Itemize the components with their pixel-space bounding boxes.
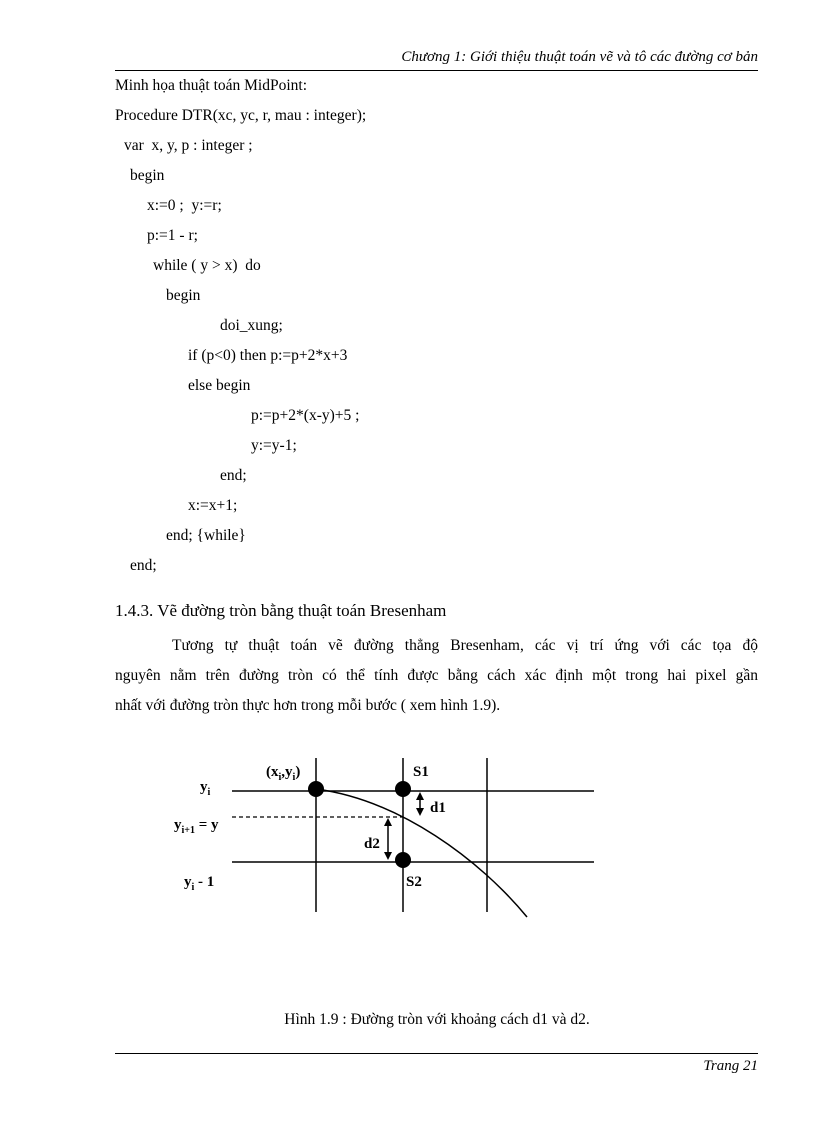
label-d2: d2 [364,836,380,852]
label-yi: $y_i$ [200,779,211,798]
section-heading: 1.4.3. Vẽ đường tròn bằng thuật toán Bresenham [115,601,447,620]
code-line: p:=p+2*(x-y)+5 ; [251,407,360,424]
label-s2: S2 [406,874,422,890]
code-line: if (p<0) then p:=p+2*x+3 [188,347,348,364]
code-line: doi_xung; [220,317,283,334]
label-d1: d1 [430,800,446,816]
chapter-header: Chương 1: Giới thiệu thuật toán vẽ và tô các đường cơ bản [401,49,758,65]
paragraph-line: nhất với đường tròn thực hơn trong mỗi bước ( xem hình 1.9). [115,697,501,714]
code-line: end; {while} [166,527,246,544]
point-xi-yi [308,781,324,797]
code-line: end; [130,557,157,574]
paragraph-line: Tương tự thuật toán vẽ đường thẳng Bresenham, các vị trí ứng với các tọa độ [172,637,758,654]
code-line: end; [220,467,247,484]
point-s2 [395,852,411,868]
code-line: x:=x+1; [188,497,238,514]
code-line: y:=y-1; [251,437,297,454]
figure-caption: Hình 1.9 : Đường tròn với khoảng cách d1 và d2. [284,1011,590,1028]
paragraph-line: nguyên nằm trên đường tròn có thể tính được bằng cách xác định một trong hai pixel gần [115,667,758,684]
footer-rule [115,1053,758,1054]
point-s1 [395,781,411,797]
label-point-xi-yi: $(x_i,y_i)$ [266,764,301,783]
code-line: while ( y > x) do [153,257,261,274]
circle-arc [316,789,527,917]
code-line: var x, y, p : integer ; [124,137,253,154]
label-s1: S1 [413,764,429,780]
code-line: p:=1 - r; [147,227,198,244]
code-line: Procedure DTR(xc, yc, r, mau : integer); [115,107,367,124]
label-yi-minus-1: $y_i - 1$ [184,874,215,893]
page-number: Trang 21 [703,1058,758,1074]
code-line: begin [166,287,201,304]
intro-label: Minh họa thuật toán MidPoint: [115,77,308,94]
label-yi-plus-1: $y_{i+1} = y$ [174,817,219,836]
code-line: else begin [188,377,251,394]
code-line: begin [130,167,165,184]
code-line: x:=0 ; y:=r; [147,197,222,214]
